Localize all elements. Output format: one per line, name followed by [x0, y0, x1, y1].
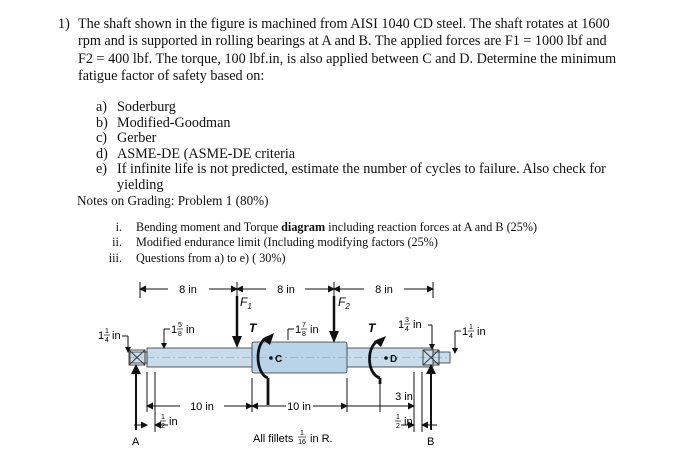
- problem-text: The shaft shown in the figure is machined from AISI 1040 CD steel. The shaft rotates at 1600 rpm and is supported in rolling bearings at A and B. The applied forces are F1 = 1000 lbf and F2 = 400 lbf. The torque, 100 lbf.in, is also applied between C and D. Determine the minimum fatigue factor of safety based on:: [78, 16, 617, 85]
- arrow-d5: [452, 348, 458, 354]
- option-text: ASME-DE (ASME-DE criteria: [117, 145, 296, 162]
- option-label: b): [96, 114, 108, 131]
- grading-item-bold: diagram: [281, 220, 326, 234]
- diameter-d4: [398, 317, 422, 333]
- svg-text:1: 1: [398, 319, 405, 331]
- point-c-dot: [269, 356, 273, 360]
- option-text: If infinite life is not predicted, estimate the number of cycles to failure. Also check for yielding: [117, 161, 606, 193]
- svg-text:7: 7: [302, 322, 306, 329]
- svg-text:in: in: [310, 324, 319, 336]
- force-f2-head: [329, 331, 339, 343]
- svg-text:in: in: [413, 319, 422, 331]
- reaction-arrow-a-head: [131, 364, 141, 374]
- reaction-arrows: [136, 372, 431, 430]
- grading-notes-heading: Notes on Grading: Problem 1 (80%): [77, 193, 269, 208]
- dim-bottom-2: 10 in: [287, 401, 311, 413]
- svg-text:1: 1: [105, 328, 109, 335]
- diameter-d3: [295, 322, 319, 338]
- svg-text:2: 2: [161, 423, 165, 430]
- torque-d-arrowhead: [374, 336, 386, 347]
- svg-text:8: 8: [178, 331, 182, 338]
- svg-text:in: in: [169, 416, 178, 428]
- svg-text:4: 4: [405, 326, 409, 333]
- svg-text:in R.: in R.: [310, 433, 333, 445]
- grading-item-text: Modified endurance limit (Including modifying factors (25%): [136, 235, 438, 250]
- svg-text:1: 1: [295, 324, 302, 336]
- grading-item-text-end: including reaction forces at A and B (25%): [325, 220, 538, 234]
- point-b: B: [427, 436, 435, 448]
- force-f1-label: $F_1$: [240, 295, 252, 311]
- diameter-d5: [462, 324, 486, 340]
- grading-item-number: ii.: [112, 235, 122, 250]
- svg-text:1: 1: [462, 326, 469, 338]
- option-text: Soderburg: [117, 99, 176, 115]
- shaft: [130, 342, 452, 373]
- diameter-d2: [171, 322, 195, 338]
- svg-text:1: 1: [98, 330, 105, 342]
- svg-text:1: 1: [469, 324, 473, 331]
- svg-text:1: 1: [396, 414, 400, 421]
- bottom-dimension-lines: [134, 372, 437, 432]
- grading-item-number: i.: [115, 220, 122, 234]
- dim-bottom-1: 10 in: [190, 401, 214, 413]
- option-label: a): [96, 99, 108, 115]
- grading-item-number: iii.: [108, 250, 122, 265]
- problem-number: 1): [58, 16, 70, 32]
- point-c: C: [275, 354, 283, 365]
- point-d-dot: [384, 356, 388, 360]
- option-text: Modified-Goodman: [117, 114, 231, 131]
- shoulder-length-right: [395, 414, 413, 430]
- dim-top-1: 8 in: [179, 284, 197, 296]
- fillet-note: [253, 430, 333, 446]
- svg-text:2: 2: [396, 423, 400, 430]
- svg-text:in: in: [404, 416, 413, 428]
- dim-bottom-3: 3 in: [395, 391, 413, 403]
- svg-text:1: 1: [161, 414, 165, 421]
- svg-text:3: 3: [405, 317, 409, 324]
- torque-d-label: T: [368, 321, 376, 335]
- diameter-d1: [98, 328, 121, 344]
- option-label: d): [96, 145, 108, 162]
- option-text: Gerber: [117, 130, 157, 147]
- force-f2-label: $F_2$: [338, 295, 350, 311]
- svg-text:4: 4: [105, 337, 109, 344]
- torque-c-label: T: [249, 321, 257, 335]
- svg-text:5: 5: [178, 322, 182, 329]
- force-f1-head: [232, 336, 242, 348]
- option-label: e): [96, 161, 108, 178]
- svg-text:in: in: [112, 330, 121, 342]
- shoulder-length-left: [160, 414, 178, 430]
- svg-text:in: in: [477, 326, 486, 338]
- option-label: c): [96, 130, 108, 147]
- svg-text:1: 1: [300, 430, 304, 437]
- grading-item-text: Questions from a) to e) ( 30%): [136, 250, 286, 265]
- point-d: D: [390, 354, 398, 365]
- svg-text:8: 8: [302, 331, 306, 338]
- svg-text:1: 1: [171, 324, 178, 336]
- dim-top-2: 8 in: [277, 284, 295, 296]
- svg-text:All fillets: All fillets: [253, 433, 294, 445]
- dim-top-3: 8 in: [375, 284, 393, 296]
- grading-item-text: Bending moment and Torque: [136, 220, 282, 234]
- svg-text:4: 4: [469, 333, 473, 340]
- point-a: A: [132, 436, 140, 448]
- svg-text:16: 16: [298, 439, 306, 446]
- svg-text:in: in: [186, 324, 195, 336]
